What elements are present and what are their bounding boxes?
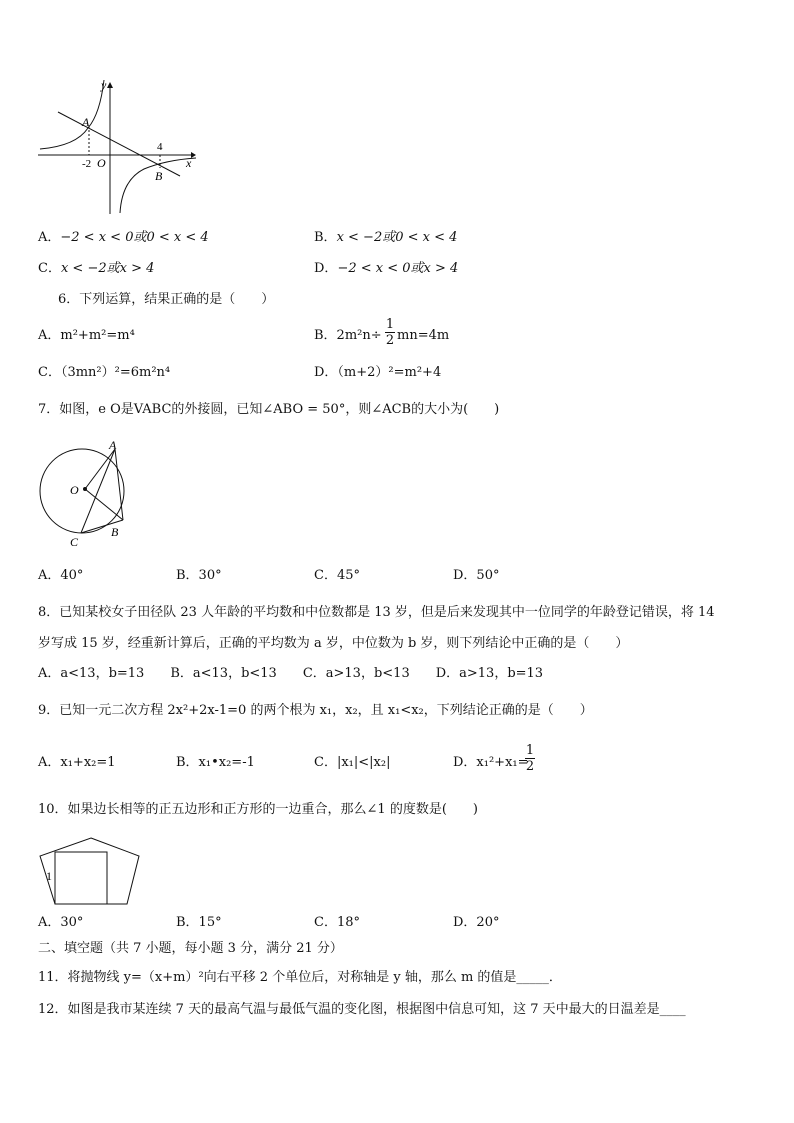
q6-question: 6．下列运算，结果正确的是（ ）	[58, 292, 275, 307]
section-title: 二、填空题（共 7 小题，每小题 3 分，满分 21 分）	[38, 941, 343, 956]
center-dot	[83, 487, 87, 491]
q7-option-c: C．45°	[314, 568, 360, 583]
q5-option-b: B．x < −2或0 < x < 4	[314, 230, 458, 245]
q5-option-c: C．x < −2或x > 4	[38, 261, 155, 276]
q10-option-a: A．30°	[38, 915, 84, 930]
q9-option-c: C．|x₁|<|x₂|	[314, 755, 391, 770]
q11-question: 11．将抛物线 y=（x+m）²向右平移 2 个单位后，对称轴是 y 轴，那么 m 的值是_____．	[38, 970, 562, 985]
q7-option-a: A．40°	[38, 568, 84, 583]
label-4: 4	[157, 141, 163, 153]
segment-bo	[85, 489, 123, 520]
q6-option-c: C．（3mn²）²=6m²n⁴	[38, 365, 171, 380]
q10-option-d: D．20°	[453, 915, 500, 930]
q5-graph	[36, 76, 200, 216]
q6-option-a: A．m²+m²=m⁴	[38, 328, 135, 343]
fraction-half: 1 2	[385, 317, 395, 348]
q10-option-c: C．18°	[314, 915, 360, 930]
q8-options: A．a<13，b=13 B．a<13，b<13 C．a>13，b<13 D．a>13，b=13	[38, 666, 544, 681]
segment-ao	[85, 449, 115, 489]
hyperbola-left	[40, 80, 104, 149]
hyperbola-right	[120, 158, 196, 213]
q10-option-b: B．15°	[176, 915, 222, 930]
q5-option-a: A．−2 < x < 0或0 < x < 4	[38, 230, 209, 245]
label-a: A	[82, 115, 90, 129]
label-neg2: -2	[82, 158, 92, 170]
label-o: O	[97, 156, 106, 170]
square	[55, 852, 107, 904]
label-b: B	[155, 169, 163, 183]
label-x: x	[186, 156, 192, 170]
q7-option-d: D．50°	[453, 568, 500, 583]
q7-figure	[36, 436, 136, 550]
label-a: A	[109, 438, 117, 452]
angle-label: 1	[46, 869, 52, 883]
side-ab	[115, 449, 123, 520]
q8-question-line2: 岁写成 15 岁，经重新计算后，正确的平均数为 a 岁，中位数为 b 岁，则下列结论中正确的是（ ）	[38, 636, 629, 651]
circumcircle	[40, 449, 124, 533]
q7-option-b: B．30°	[176, 568, 222, 583]
label-o: O	[70, 483, 79, 497]
label-b: B	[111, 525, 119, 539]
q5-option-d: D．−2 < x < 0或x > 4	[314, 261, 459, 276]
q8-question-line1: 8．已知某校女子田径队 23 人年龄的平均数和中位数都是 13 岁，但是后来发现其中一位同学的年龄登记错误，将 14	[38, 605, 715, 620]
label-c: C	[70, 535, 79, 549]
y-axis-arrow	[107, 82, 113, 88]
q10-question: 10．如果边长相等的正五边形和正方形的一边重合，那么∠1 的度数是( )	[38, 802, 478, 817]
q9-option-a: A．x₁+x₂=1	[38, 755, 116, 770]
q12-question: 12．如图是我市某连续 7 天的最高气温与最低气温的变化图，根据图中信息可知，这 7 天中最大的日温差是____	[38, 1002, 686, 1017]
q9-question: 9．已知一元二次方程 2x²+2x-1=0 的两个根为 x₁，x₂，且 x₁<x₂，下列结论正确的是（ ）	[38, 703, 593, 718]
x-axis-arrow	[191, 152, 196, 158]
fraction-half: 1 2	[525, 743, 535, 774]
q10-figure	[36, 834, 146, 908]
side-ac	[81, 449, 115, 533]
label-y: y	[101, 78, 107, 92]
q6-option-d: D．（m+2）²=m²+4	[314, 365, 442, 380]
q9-option-b: B．x₁•x₂=-1	[176, 755, 255, 770]
q7-question: 7．如图，e O是VABC的外接圆，已知∠ABO = 50°，则∠ACB的大小为( )	[38, 402, 500, 417]
